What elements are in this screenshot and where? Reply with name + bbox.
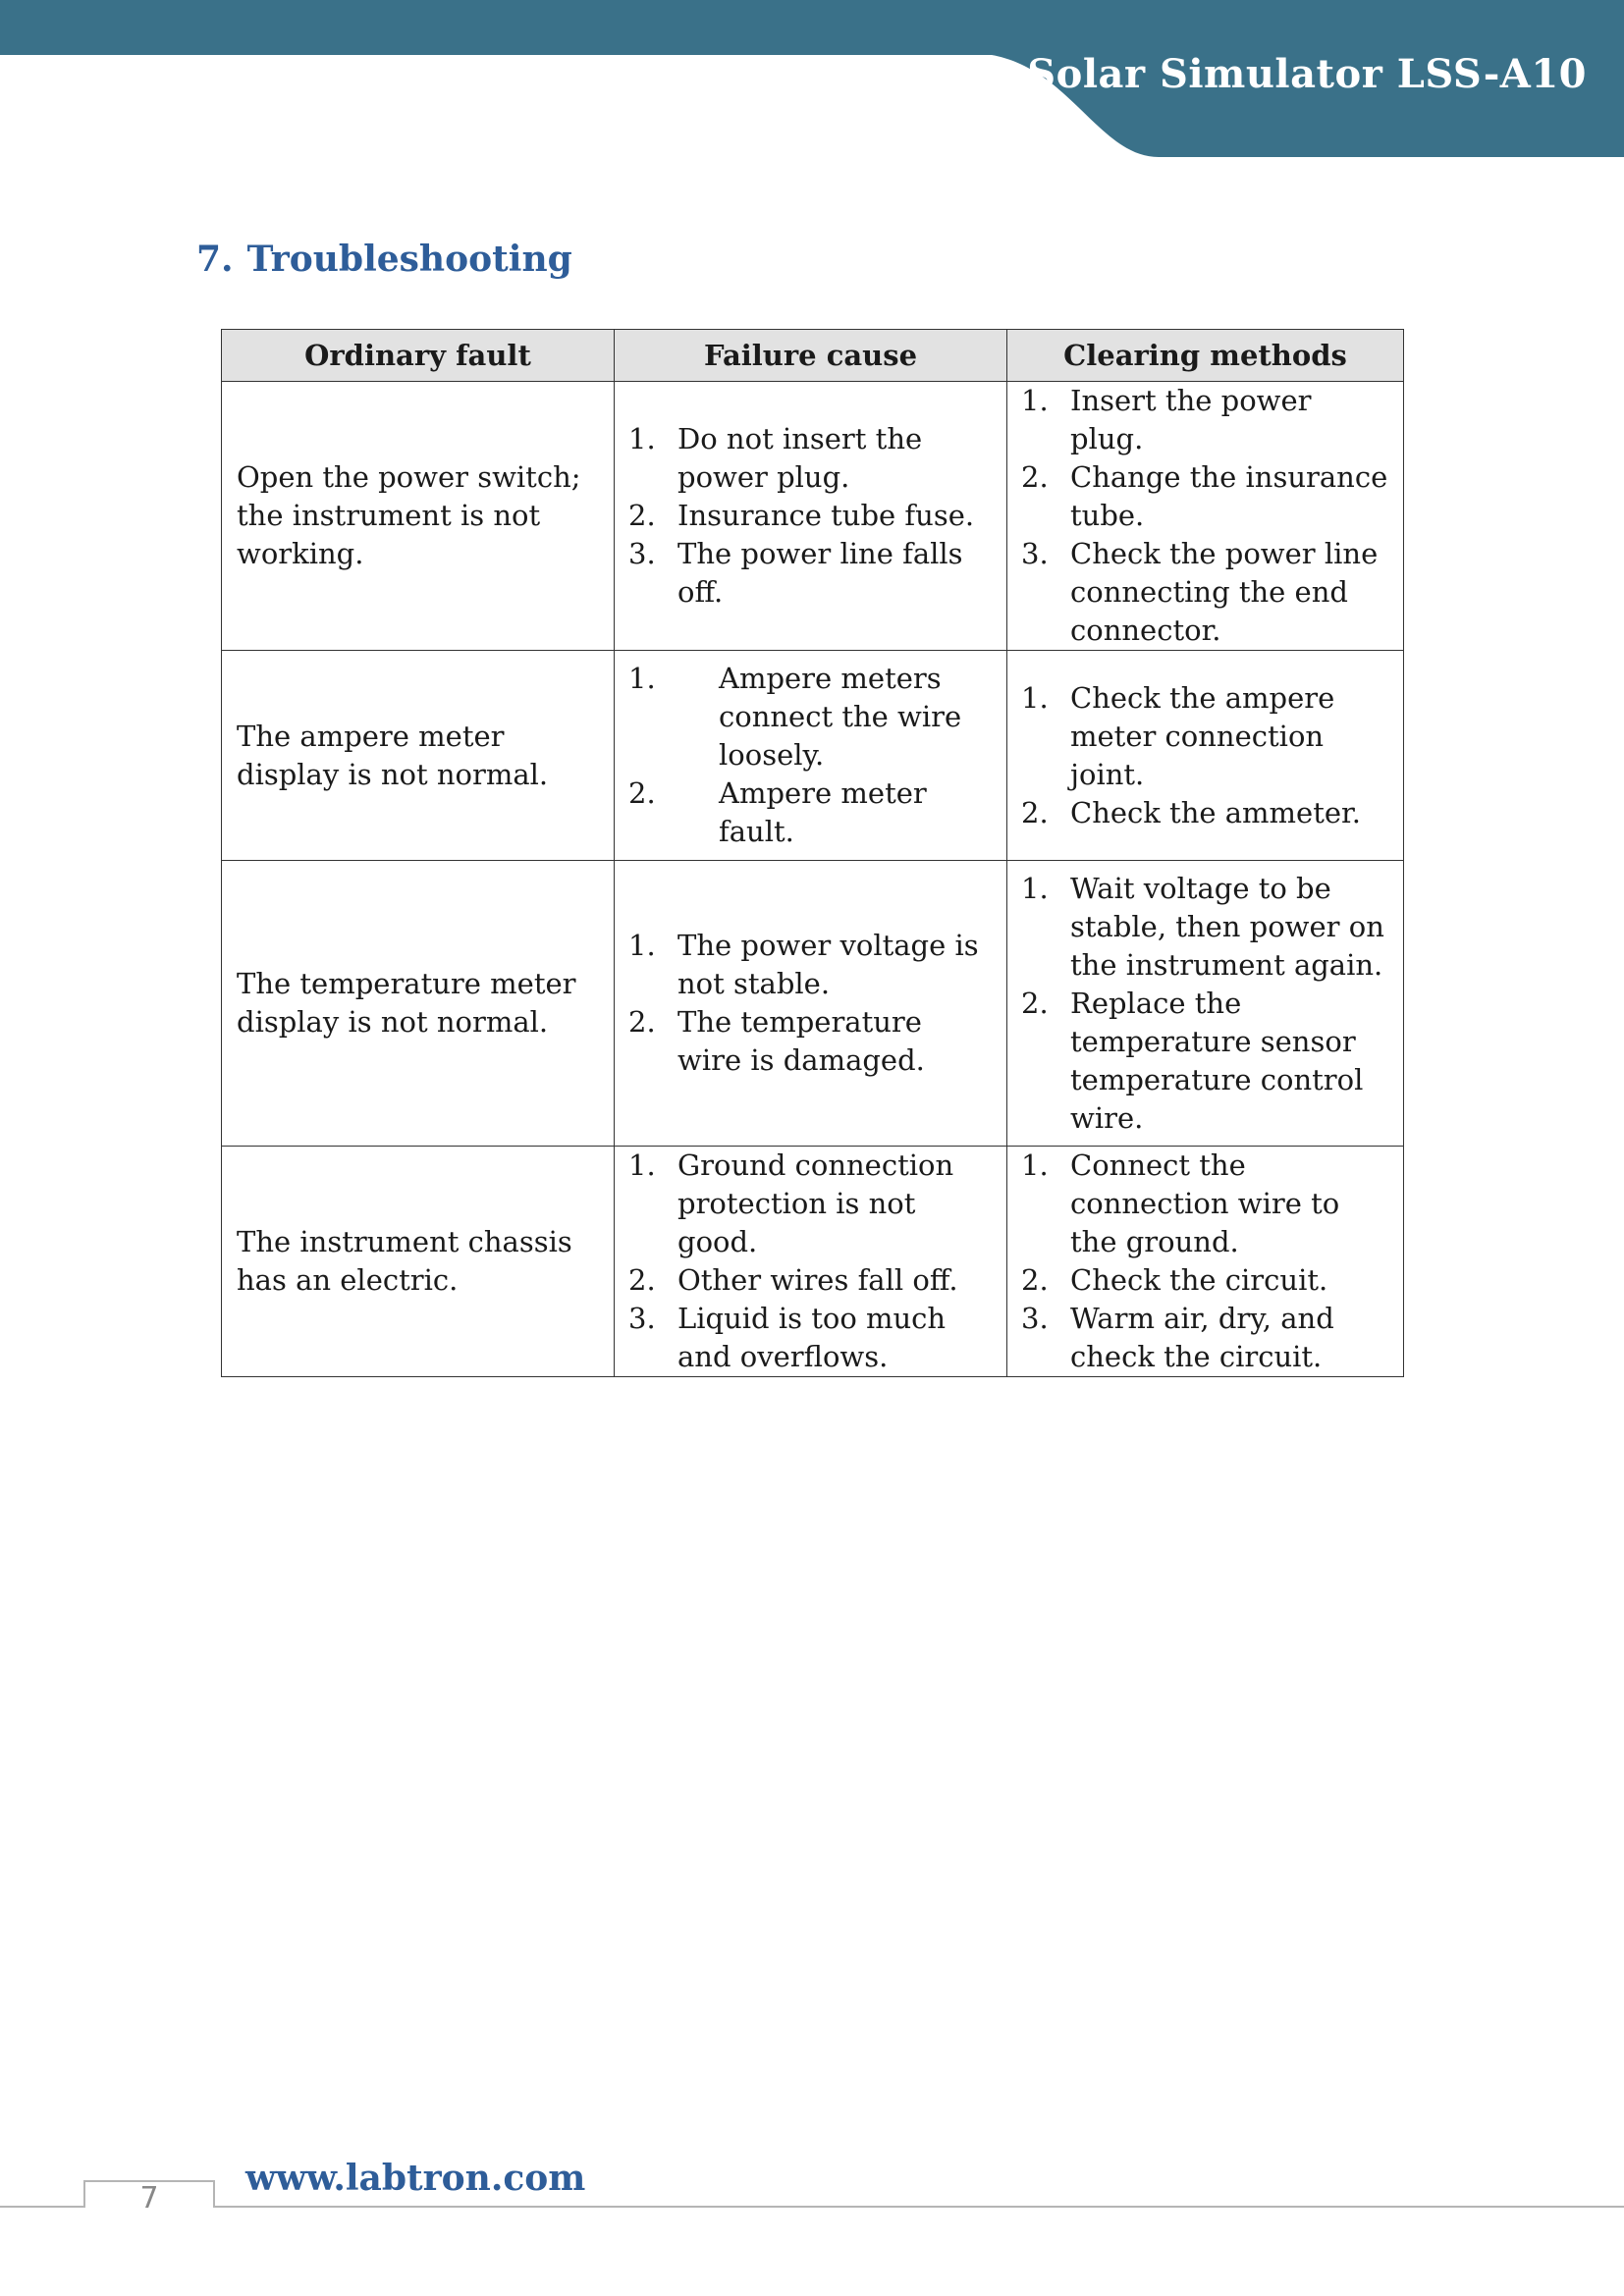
cause-item: 2. Ampere meter fault. — [628, 776, 927, 848]
method-item: 3. Check the power line connecting the end connector. — [1021, 537, 1379, 647]
cause-cell — [615, 651, 1007, 861]
cause-item: 2. Other wires fall off. — [628, 1263, 958, 1297]
fault-cell: The temperature meter display is not normal. — [222, 861, 615, 1147]
table-header-row — [222, 330, 1404, 382]
section-heading — [196, 239, 572, 280]
footer-rule — [0, 2152, 1624, 2211]
method-item: 1. Connect the connection wire to the ground. — [1021, 1148, 1340, 1258]
method-item: 2. Check the ammeter. — [1021, 795, 1361, 829]
cause-item: 1. The power voltage is not stable. — [628, 929, 979, 1000]
cause-item: 3. Liquid is too much and overflows. — [628, 1302, 947, 1373]
column-header: Ordinary fault — [222, 330, 615, 382]
fault-cell: Open the power switch; the instrument is not working. — [222, 382, 615, 651]
section-number: 7. — [196, 239, 234, 280]
method-item: 2. Change the insurance tube. — [1021, 460, 1388, 532]
column-header: Failure cause — [615, 330, 1007, 382]
method-item: 2. Replace the temperature sensor temperature control wire. — [1021, 986, 1364, 1135]
cause-item: 1. Ground connection protection is not good. — [628, 1148, 954, 1258]
section-title: Troubleshooting — [246, 239, 572, 280]
page-number: 7 — [139, 2181, 159, 2216]
footer-website-link[interactable]: www.labtron.com — [245, 2158, 586, 2199]
troubleshooting-table — [221, 329, 1404, 1377]
cause-item: 3. The power line falls off. — [628, 537, 963, 609]
fault-cell: The ampere meter display is not normal. — [222, 651, 615, 861]
table-row — [222, 382, 1404, 651]
method-cell — [1007, 382, 1404, 651]
method-item: 3. Warm air, dry, and check the circuit. — [1021, 1302, 1334, 1373]
table-row — [222, 861, 1404, 1147]
table-row — [222, 1147, 1404, 1377]
method-item: 1. Wait voltage to be stable, then power on the instrument again. — [1021, 871, 1384, 982]
cause-item: 1. Ampere meters connect the wire loosely. — [628, 662, 962, 772]
cause-item: 2. The temperature wire is damaged. — [628, 1005, 925, 1077]
method-item: 1. Check the ampere meter connection joint. — [1021, 680, 1335, 791]
method-cell — [1007, 1147, 1404, 1377]
column-header: Clearing methods — [1007, 330, 1404, 382]
method-cell — [1007, 651, 1404, 861]
table-row — [222, 651, 1404, 861]
cause-item: 2. Insurance tube fuse. — [628, 499, 975, 532]
cause-item: 1. Do not insert the power plug. — [628, 422, 923, 494]
cause-cell — [615, 1147, 1007, 1377]
cause-cell — [615, 382, 1007, 651]
method-item: 2. Check the circuit. — [1021, 1263, 1328, 1297]
fault-cell: The instrument chassis has an electric. — [222, 1147, 615, 1377]
method-item: 1. Insert the power plug. — [1021, 384, 1312, 455]
cause-cell — [615, 861, 1007, 1147]
document-title: Solar Simulator LSS-A10 — [1027, 51, 1587, 97]
method-cell — [1007, 861, 1404, 1147]
